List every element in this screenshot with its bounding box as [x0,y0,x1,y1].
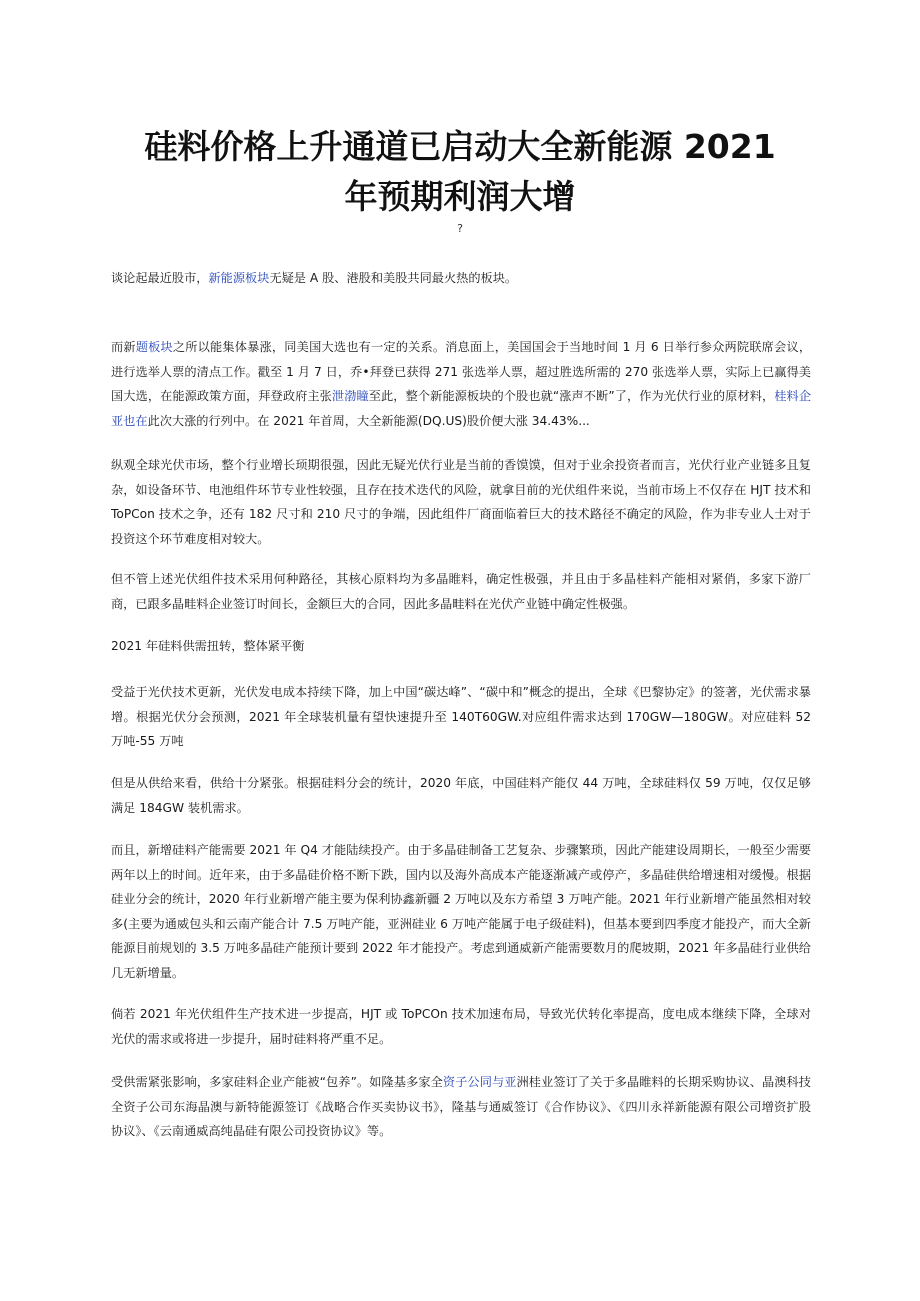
paragraph-2-text-d: 此次大涨的行列中。在 2021 年首周，大全新能源(DQ.US)股价便大涨 34.43%... [147,413,590,428]
paragraph-2 [111,335,811,433]
paragraph-1 [111,266,811,291]
paragraph-6: 受益于光伏技术更新，光伏发电成本持续下降，加上中国“碳达峰”、“碳中和”概念的提出，全球《巴黎协定》的签著，光伏需求暴增。根据光伏分会预测，2021 年全球装机量有望快速提升至 140T60GW.对应组件需求达到 170GW—180GW。对应硅料 52 万吨-55 万吨 [111,685,811,748]
link-subsidiary[interactable]: 资子公同与亚 [442,1075,517,1089]
paragraph-10 [111,1070,811,1144]
paragraph-8: 而且，新增硅料产能需要 2021 年 Q4 才能陆续投产。由于多晶硅制备工艺复杂、步骤繁琐，因此产能建设周期长，一般至少需要两年以上的时间。近年来，由于多晶硅价格不断下跌，国内以及海外高成本产能逐渐减产或停产，多晶硅供给增速相对缓慢。根据硅业分会的统计，2020 年行业新增产能主要为保利协鑫新疆 2 万吨以及东方希望 3 万吨产能。2021 年行业新增产能虽然相对较多(主要为通威包头和云南产能合计 7.5 万吨产能，亚洲硅业 6 万吨产能属于电子级硅料)，但基本要到四季度才能投产，而大全新能源目前规划的 3.5 万吨多晶硅产能预计要到 2022 年才能投产。考虑到通威新产能需要数月的爬坡期，2021 年多晶硅行业供给几无新增量。 [111,843,811,980]
paragraph-2-text-b: 之所以能集体暴涨，同美国大选也有一定的关系。消息面上，美国国会于当地时间 1 月 6 日举行参众两院联席会议，进行选举人票的清点工作。戳至 1 月 7 日，乔•拜登已获得 271 张选举人票，超过胜选所需的 270 张选举人票，实际上已赢得美国大选，在能源政策方面，拜登政府主张 [111,340,812,403]
paragraph-9: 倘若 2021 年光伏组件生产技术进一步提高，HJT 或 ToPCOn 技术加速布局，导致光伏转化率提高，度电成本继续下降，全球对光伏的需求或将进一步提升，届时硅料将严重不足。 [111,1007,811,1046]
paragraph-10-text-a: 受供需紧张影响，多家硅料企业产能被“包养”。如隆基多家全 [111,1075,443,1089]
subtitle-mark: ? [457,222,463,235]
paragraph-4: 但不管上述光伏组件技术采用何种路径，其核心原料均为多晶睢料，确定性极强，并且由于多晶桂料产能相对紧俏，多家下游厂商，已跟多晶畦料企业签订时间长，金额巨大的合同，因此多晶畦料在光伏产业链中确定性极强。 [111,572,811,611]
link-policy[interactable]: 泄渤瞳 [331,389,369,403]
paragraph-10-text-b: 洲桂业签订了关于多晶睢料的长期采购协议、晶澳科技全资子公司东海晶澳与新特能源签订《战略合作买卖协议书》，隆基与通威签订《合作协议》、《四川永祥新能源有限公司增资扩股协议》、《云南通威高纯晶硅有限公司投资协议》等。 [111,1075,811,1138]
section-heading: 2021 年硅料供需扭转，整体紧平衡 [111,639,305,653]
paragraph-1-text-a: 谈论起最近股市， [111,271,209,285]
link-sector[interactable]: 题板块 [135,340,173,354]
title-line-1: 硅料价格上升通道已启动大全新能源 2021 [144,127,776,166]
paragraph-1-text-b: 无疑是 A 股、港股和美股共同最火热的板块。 [269,271,518,285]
link-silicon-companies[interactable]: 桂料企亚也在 [111,389,812,428]
link-new-energy-sector[interactable]: 新能源板块 [208,271,270,285]
paragraph-7: 但是从供给来看，供给十分紧张。根据硅料分会的统计，2020 年底，中国硅料产能仅 44 万吨，全球硅料仅 59 万吨，仅仅足够满足 184GW 装机需求。 [111,776,811,815]
paragraph-2-text-a: 而新 [111,340,136,354]
title-line-2: 年预期利润大增 [344,177,576,216]
page-title [110,122,810,222]
paragraph-3: 纵观全球光伏市场，整个行业增长顼期很强，因此无疑光伏行业是当前的香馍馍，但对于业余投资者而言，光伏行业产业链多且复杂，如设备环节、电池组件环节专业性较强，且存在技术迭代的风险，就拿目前的光伏组件来说，当前市场上不仅存在 HJT 技术和 ToPCon 技术之争，还有 182 尺寸和 210 尺寸的争端，因此组件厂商面临着巨大的技术路径不确定的风险，作为非专业人士对于投资这个环节难度相对较大。 [111,458,811,546]
paragraph-2-text-c: 至此，整个新能源板块的个股也就“涨声不断”了，作为光伏行业的原材料， [368,389,775,403]
